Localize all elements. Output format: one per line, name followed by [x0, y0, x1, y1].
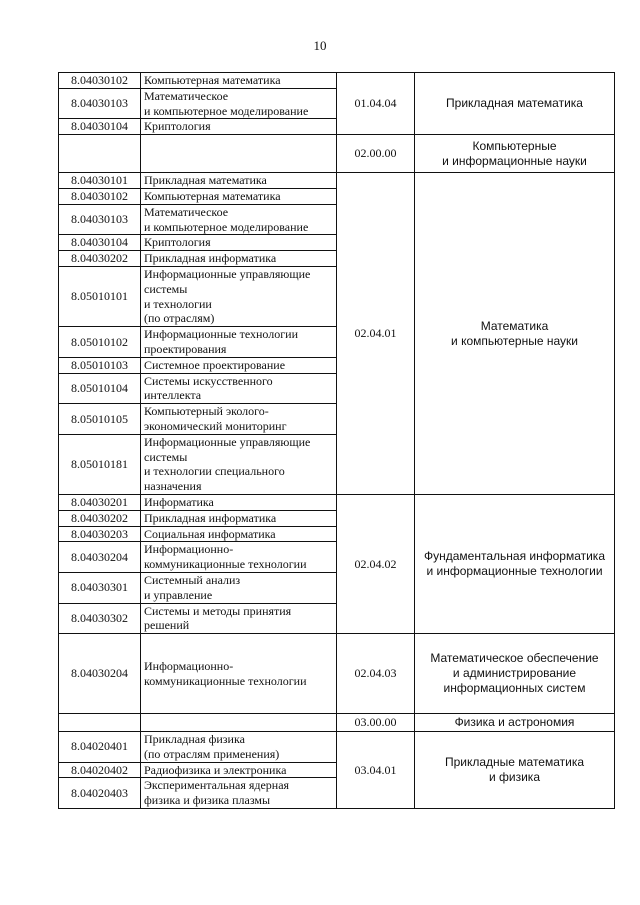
empty-cell — [59, 135, 141, 173]
specialty-code: 8.04020402 — [59, 762, 141, 778]
specialty-correspondence-table — [58, 72, 615, 809]
specialty-name: Информационные технологии проектирования — [141, 327, 337, 358]
table-row — [59, 73, 615, 89]
specialty-code: 8.05010101 — [59, 266, 141, 326]
specialty-code: 8.05010181 — [59, 434, 141, 494]
specialty-name: Компьютерная математика — [141, 188, 337, 204]
table-row — [59, 634, 615, 714]
specialty-code: 8.04030103 — [59, 204, 141, 235]
direction-name: Прикладные математика и физика — [415, 732, 615, 809]
specialty-name: Компьютерный эколого- экономический мониторинг — [141, 404, 337, 435]
specialty-code: 8.04020403 — [59, 778, 141, 809]
specialty-name: Системы и методы принятия решений — [141, 603, 337, 634]
direction-name: Математическое обеспечение и администрирование информационных систем — [415, 634, 615, 714]
specialty-name: Системный анализ и управление — [141, 572, 337, 603]
specialty-code: 8.04030204 — [59, 542, 141, 573]
specialty-name: Математическое и компьютерное моделирование — [141, 204, 337, 235]
specialty-name: Информатика — [141, 494, 337, 510]
specialty-code: 8.04030103 — [59, 88, 141, 119]
empty-cell — [141, 714, 337, 732]
specialty-name: Информационно- коммуникационные технологии — [141, 634, 337, 714]
specialty-code: 8.04030104 — [59, 119, 141, 135]
specialty-name: Прикладная математика — [141, 173, 337, 189]
page-number: 10 — [313, 38, 327, 53]
direction-code: 02.04.02 — [337, 494, 415, 633]
specialty-name: Прикладная физика (по отраслям применения) — [141, 732, 337, 763]
table-row — [59, 494, 615, 510]
table-row — [59, 173, 615, 189]
specialty-name: Информационные управляющие системы и технологии специального назначения — [141, 434, 337, 494]
specialty-code: 8.04030204 — [59, 634, 141, 714]
direction-code: 02.04.01 — [337, 173, 415, 495]
specialty-name: Системное проектирование — [141, 357, 337, 373]
specialty-code: 8.04030202 — [59, 251, 141, 267]
specialty-name: Радиофизика и электроника — [141, 762, 337, 778]
specialty-name: Компьютерная математика — [141, 73, 337, 89]
empty-cell — [141, 135, 337, 173]
specialty-name: Математическое и компьютерное моделирование — [141, 88, 337, 119]
specialty-name: Криптология — [141, 235, 337, 251]
group-header-row — [59, 714, 615, 732]
direction-code: 01.04.04 — [337, 73, 415, 135]
specialty-code: 8.04030102 — [59, 188, 141, 204]
direction-name: Фундаментальная информатика и информационные технологии — [415, 494, 615, 633]
field-area: Физика и астрономия — [415, 714, 615, 732]
specialty-code: 8.05010104 — [59, 373, 141, 404]
specialty-code: 8.04020401 — [59, 732, 141, 763]
specialty-code: 8.04030302 — [59, 603, 141, 634]
specialty-code: 8.04030101 — [59, 173, 141, 189]
specialty-name: Системы искусственного интеллекта — [141, 373, 337, 404]
direction-code: 02.04.03 — [337, 634, 415, 714]
specialty-name: Экспериментальная ядерная физика и физика плазмы — [141, 778, 337, 809]
specialty-code: 8.04030301 — [59, 572, 141, 603]
specialty-code: 8.05010105 — [59, 404, 141, 435]
specialty-name: Криптология — [141, 119, 337, 135]
specialty-name: Социальная информатика — [141, 526, 337, 542]
specialty-code: 8.04030201 — [59, 494, 141, 510]
empty-cell — [59, 714, 141, 732]
group-header-row — [59, 135, 615, 173]
specialty-name: Информационные управляющие системы и технологии (по отраслям) — [141, 266, 337, 326]
specialty-code: 8.05010103 — [59, 357, 141, 373]
table-row — [59, 732, 615, 763]
group-code: 03.00.00 — [337, 714, 415, 732]
specialty-code: 8.04030203 — [59, 526, 141, 542]
specialty-code: 8.05010102 — [59, 327, 141, 358]
direction-code: 03.04.01 — [337, 732, 415, 809]
direction-name: Математика и компьютерные науки — [415, 173, 615, 495]
specialty-code: 8.04030202 — [59, 510, 141, 526]
specialty-name: Прикладная информатика — [141, 510, 337, 526]
direction-name: Прикладная математика — [415, 73, 615, 135]
group-code: 02.00.00 — [337, 135, 415, 173]
specialty-code: 8.04030104 — [59, 235, 141, 251]
specialty-code: 8.04030102 — [59, 73, 141, 89]
field-area: Компьютерные и информационные науки — [415, 135, 615, 173]
specialty-name: Прикладная информатика — [141, 251, 337, 267]
specialty-name: Информационно- коммуникационные технологии — [141, 542, 337, 573]
